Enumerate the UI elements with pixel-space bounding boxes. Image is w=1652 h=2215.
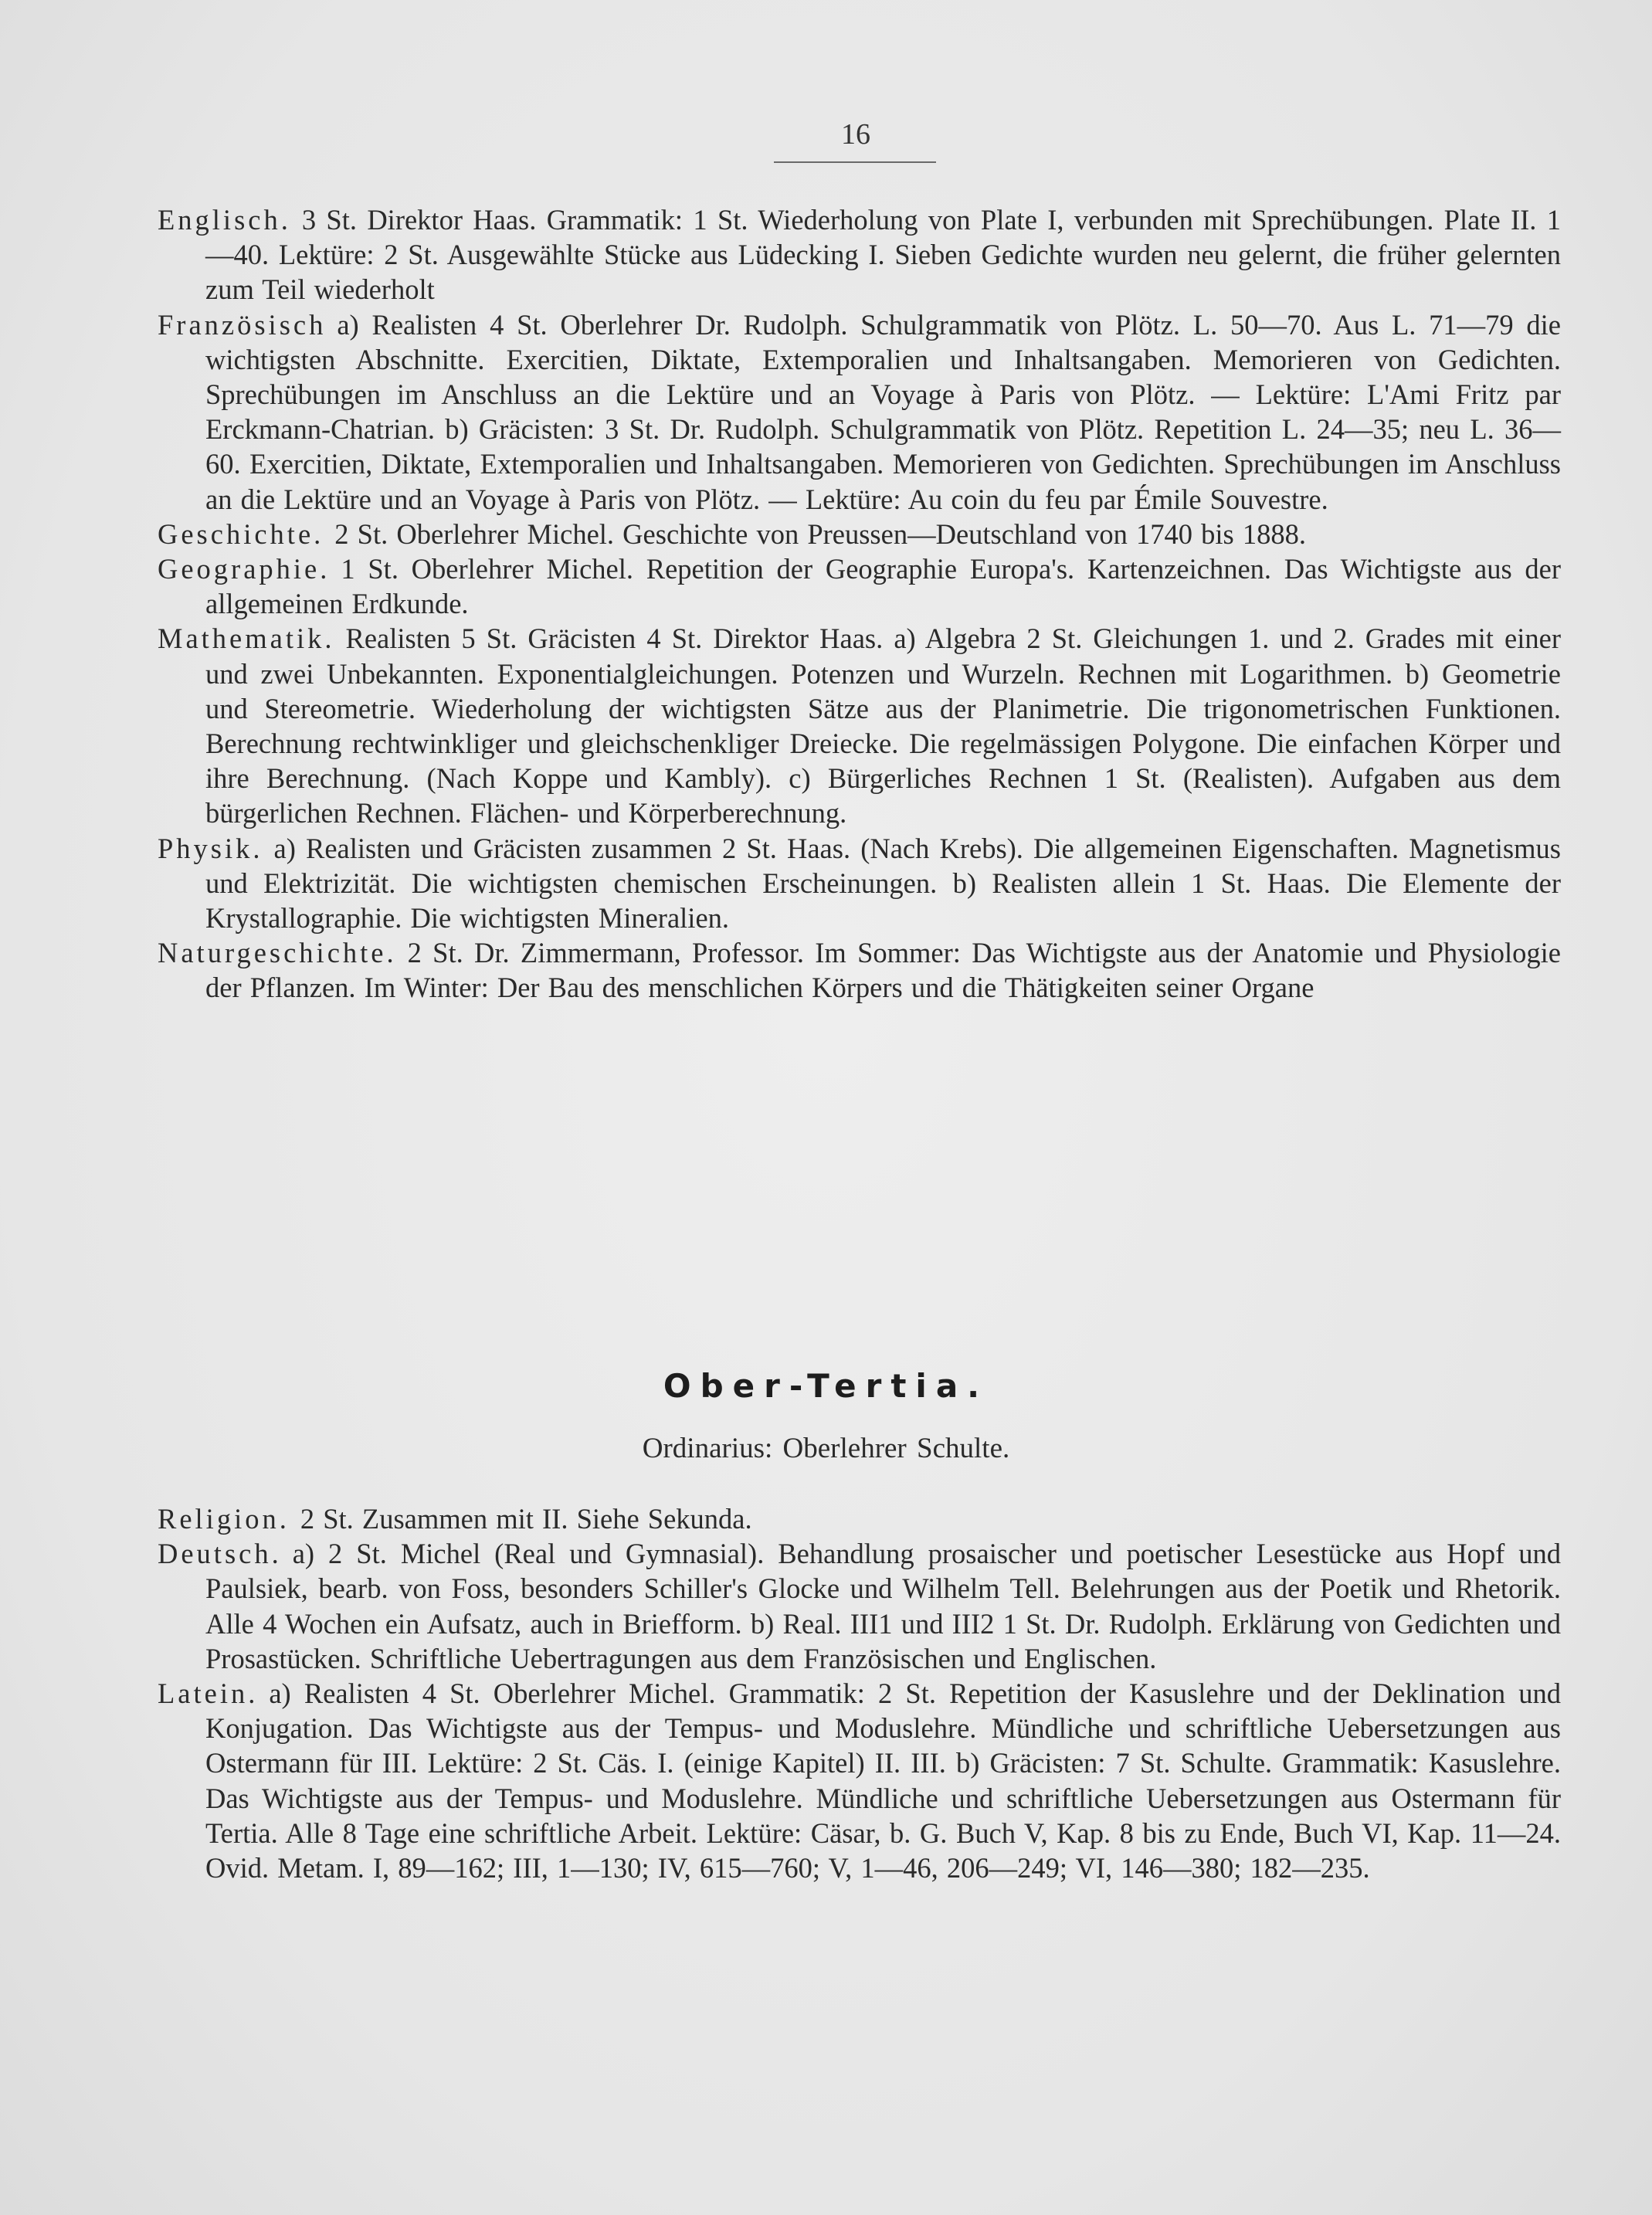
subject-label: Mathematik. xyxy=(158,622,335,655)
entry-text: 2 St. Dr. Zimmermann, Professor. Im Sommer: Das Wichtigste aus der Anatomie und Physiologie der Pflanzen. Im Winter: Der Bau des menschlichen Körpers und die Thätigkeiten seiner Organe xyxy=(205,937,1561,1004)
subject-label: Latein. xyxy=(158,1677,259,1710)
entry-latein xyxy=(158,1676,1561,1885)
entry-text: a) Realisten und Gräcisten zusammen 2 St. Haas. (Nach Krebs). Die allgemeinen Eigenschaften. Magnetismus und Elektrizität. Die wichtigsten chemischen Erscheinungen. b) Realisten allein 1 St. Haas. Die Elemente der Krystallographie. Die wichtigsten Mineralien. xyxy=(205,832,1561,935)
subject-label: Französisch xyxy=(158,308,327,341)
entry-geschichte xyxy=(158,517,1561,551)
entry-religion xyxy=(158,1501,1561,1536)
ordinarius-line: Ordinarius: Oberlehrer Schulte. xyxy=(642,1433,1010,1464)
entry-text: a) Realisten 4 St. Oberlehrer Michel. Grammatik: 2 St. Repetition der Kasuslehre und der Deklination und Konjugation. Das Wichtigste aus der Tempus- und Moduslehre. Mündliche und schriftliche Uebersetzungen aus Ostermann für III. Lektüre: 2 St. Cäs. I. (einige Kapitel) II. III. b) Gräcisten: 7 St. Schulte. Grammatik: Kasuslehre. Das Wichtigste aus der Tempus- und Moduslehre. Mündliche und schriftliche Uebersetzungen aus Ostermann für Tertia. Alle 8 Tage eine schriftliche Arbeit. Lektüre: Cäsar, b. G. Buch V, Kap. 8 bis zu Ende, Buch VI, Kap. 11—24. Ovid. Metam. I, 89—162; III, 1—130; IV, 615—760; V, 1—46, 206—249; VI, 146—380; 182—235. xyxy=(205,1677,1561,1884)
entry-text: 2 St. Zusammen mit II. Siehe Sekunda. xyxy=(300,1503,752,1535)
subject-label: Englisch. xyxy=(158,204,291,236)
subject-label: Religion. xyxy=(158,1503,290,1535)
page-number-rule xyxy=(774,161,936,163)
entry-franzoesisch xyxy=(158,307,1561,517)
entry-text: 3 St. Direktor Haas. Grammatik: 1 St. Wiederholung von Plate I, verbunden mit Sprechübungen. Plate II. 1—40. Lektüre: 2 St. Ausgewählte Stücke aus Lüdecking I. Sieben Gedichte wurden neu gelernt, die früher gelernten zum Teil wiederholt xyxy=(205,204,1561,306)
subject-label: Naturgeschichte. xyxy=(158,937,397,969)
entry-text: Realisten 5 St. Gräcisten 4 St. Direktor Haas. a) Algebra 2 St. Gleichungen 1. und 2. Grades mit einer und zwei Unbekannten. Exponentialgleichungen. Potenzen und Wurzeln. Rechnen mit Logarithmen. b) Geometrie und Stereometrie. Wiederholung der wichtigsten Sätze aus der Planimetrie. Die trigonometrischen Funktionen. Berechnung rechtwinkliger und gleichschenkliger Dreiecke. Die regelmässigen Polygone. Die einfachen Körper und ihre Berechnung. (Nach Koppe und Kambly). c) Bürgerliches Rechnen 1 St. (Realisten). Aufgaben aus dem bürgerlichen Rechnen. Flächen- und Körperberechnung. xyxy=(205,622,1561,829)
entry-geographie xyxy=(158,551,1561,621)
subject-label: Geschichte. xyxy=(158,517,324,550)
entry-text: 2 St. Oberlehrer Michel. Geschichte von Preussen—Deutschland von 1740 bis 1888. xyxy=(334,517,1307,550)
section-title: Ober-Tertia. xyxy=(663,1367,989,1405)
page-number: 16 xyxy=(841,118,870,151)
subject-label: Deutsch. xyxy=(158,1538,282,1570)
entry-text: a) 2 St. Michel (Real und Gymnasial). Behandlung prosaischer und poetischer Lesestücke aus Hopf und Paulsiek, bearb. von Foss, besonders Schiller's Glocke und Wilhelm Tell. Belehrungen aus der Poetik und Rhetorik. Alle 4 Wochen ein Aufsatz, auch in Briefform. b) Real. III1 und III2 1 St. Dr. Rudolph. Erklärung von Gedichten und Prosastücken. Schriftliche Uebertragungen aus dem Französischen und Englischen. xyxy=(205,1538,1561,1674)
entry-text: 1 St. Oberlehrer Michel. Repetition der Geographie Europa's. Kartenzeichnen. Das Wichtigste aus der allgemeinen Erdkunde. xyxy=(205,553,1561,620)
entry-naturgeschichte xyxy=(158,935,1561,1005)
subject-label: Geographie. xyxy=(158,553,331,585)
curriculum-ober-tertia-section xyxy=(158,1501,1561,1885)
entry-mathematik xyxy=(158,621,1561,830)
subject-label: Physik. xyxy=(158,832,263,864)
entry-englisch xyxy=(158,202,1561,307)
curriculum-top-section xyxy=(158,202,1561,1006)
entry-physik xyxy=(158,831,1561,936)
entry-text: a) Realisten 4 St. Oberlehrer Dr. Rudolph. Schulgrammatik von Plötz. L. 50—70. Aus L. 71—79 die wichtigsten Abschnitte. Exercitien, Diktate, Extemporalien und Inhaltsangaben. Memorieren von Gedichten. Sprechübungen im Anschluss an die Lektüre und an Voyage à Paris von Plötz. — Lektüre: L'Ami Fritz par Erckmann-Chatrian. b) Gräcisten: 3 St. Dr. Rudolph. Schulgrammatik von Plötz. Repetition L. 24—35; neu L. 36—60. Exercitien, Diktate, Extemporalien und Inhaltsangaben. Memorieren von Gedichten. Sprechübungen im Anschluss an die Lektüre und an Voyage à Paris von Plötz. — Lektüre: Au coin du feu par Émile Souvestre. xyxy=(205,308,1561,515)
entry-deutsch xyxy=(158,1536,1561,1676)
